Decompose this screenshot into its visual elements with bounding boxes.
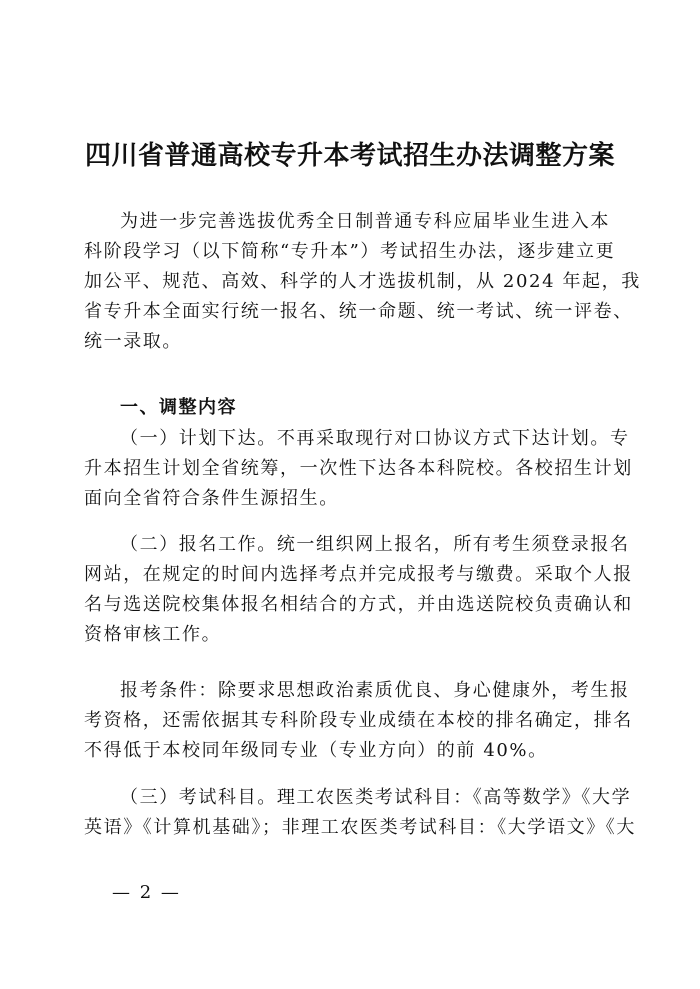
document-title: 四川省普通高校专升本考试招生办法调整方案: [84, 141, 615, 171]
conditions-line: 考资格，还需依据其专科阶段专业成绩在本校的排名确定，排名: [84, 710, 633, 731]
intro-line: 加公平、规范、高效、科学的人才选拔机制，从 2024 年起，我: [84, 271, 641, 292]
intro-line: 统一录取。: [84, 331, 182, 352]
plan-line: 升本招生计划全省统筹，一次性下达各本科院校。各校招生计划: [84, 458, 633, 479]
intro-line: 省专升本全面实行统一报名、统一命题、统一考试、统一评卷、: [84, 301, 633, 322]
exam-text: 理工农医类考试科目：《高等数学》《大学: [276, 787, 632, 808]
registration-line: 资格审核工作。: [84, 624, 222, 645]
registration-paragraph: [84, 530, 633, 650]
registration-text: 统一组织网上报名，所有考生须登录报名: [276, 534, 630, 555]
section-heading: 一、调整内容: [120, 397, 237, 418]
conditions-line: 报考条件：除要求思想政治素质优良、身心健康外，考生报: [120, 680, 630, 701]
exam-first-line: [84, 783, 632, 813]
registration-line: 网站，在规定的时间内选择考点并完成报考与缴费。采取个人报: [84, 564, 633, 585]
intro-line: 科阶段学习（以下简称“专升本”）考试招生办法，逐步建立更: [84, 241, 616, 262]
page-number: — 2 —: [112, 882, 181, 903]
conditions-line: 不得低于本校同年级同专业（专业方向）的前 40%。: [84, 740, 548, 761]
exam-line: 英语》《计算机基础》；非理工农医类考试科目：《大学语文》《大: [84, 817, 636, 838]
plan-first-line: [84, 424, 630, 454]
registration-line: 名与选送院校集体报名相结合的方式，并由选送院校负责确认和: [84, 594, 633, 615]
intro-line: 为进一步完善选拔优秀全日制普通专科应届毕业生进入本: [120, 211, 610, 232]
registration-first-line: [84, 530, 630, 560]
registration-lead: （二）报名工作。: [120, 534, 277, 555]
plan-paragraph: [84, 424, 633, 514]
intro-paragraph: [84, 207, 641, 357]
conditions-paragraph: [84, 676, 633, 766]
exam-lead: （三）考试科目。: [120, 787, 277, 808]
plan-lead: （一）计划下达。: [120, 428, 277, 449]
plan-line: 面向全省符合条件生源招生。: [84, 488, 339, 509]
plan-text: 不再采取现行对口协议方式下达计划。专: [276, 428, 630, 449]
exam-subjects-paragraph: [84, 783, 636, 843]
